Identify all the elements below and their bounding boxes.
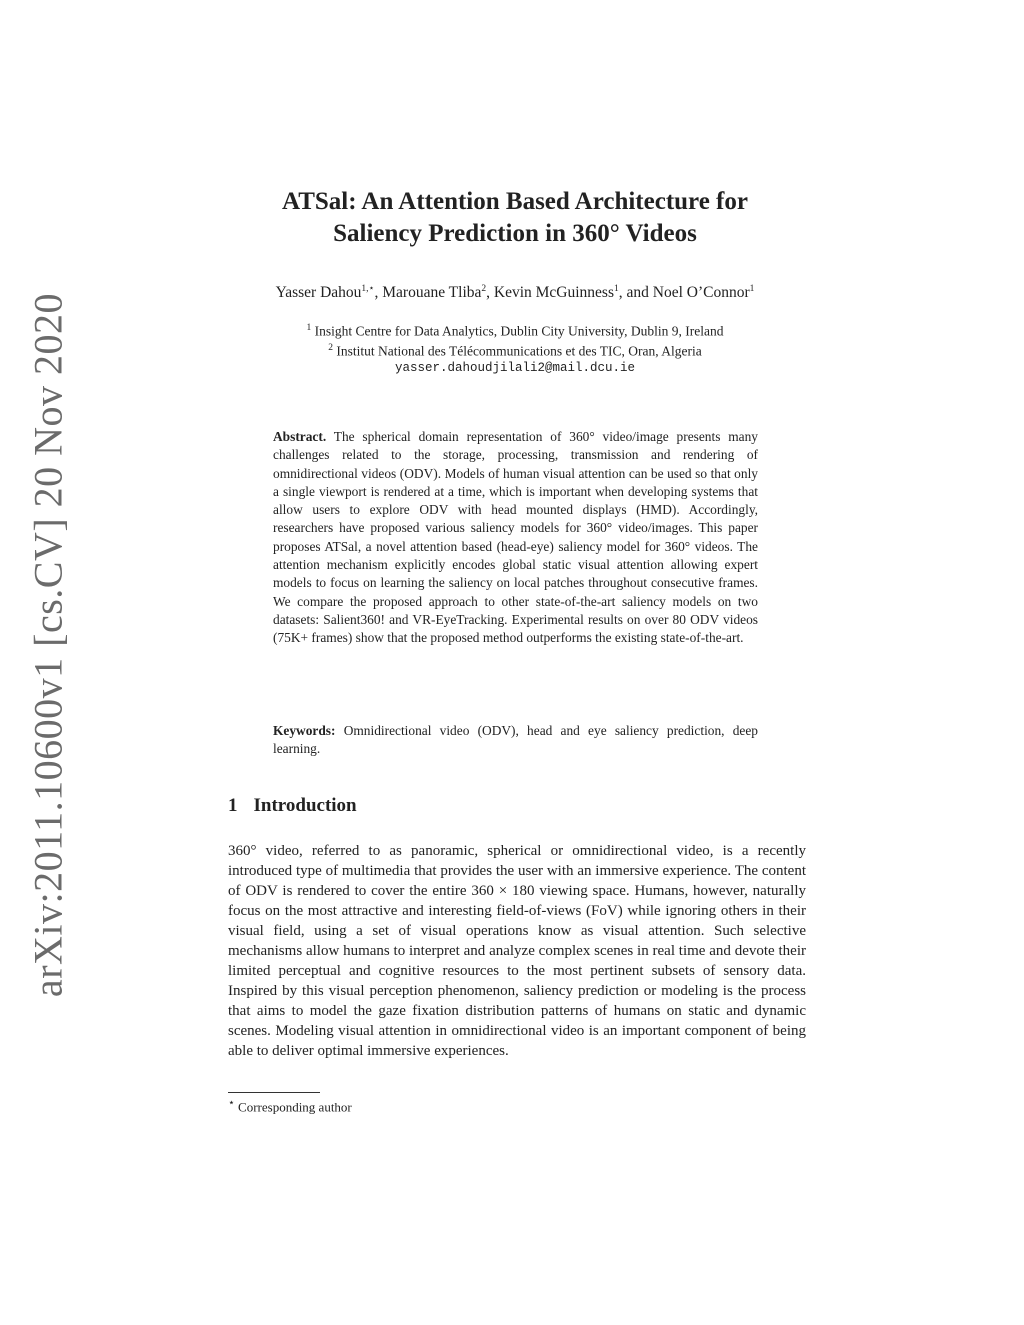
author-separator: , xyxy=(486,284,494,302)
introduction-paragraph: 360° video, referred to as panoramic, spherical or omnidirectional video, is a recently introduced type of multimedia that provides the user with an immersive experience. The content of ODV is rendered to cover the entire 360 × 180 viewing space. Humans, however, naturally focus on the most attractive and interesting field-of-views (FoV) while ignoring others in their visual field, using a set of visual operations know as visual attention. Such selective mechanisms allow humans to interpret and analyze complex scenes in real time and devote their limited perceptual and cognitive resources to the most pertinent subsets of sensory data. Inspired by this visual perception phenomenon, saliency prediction or modeling is the process that aims to model the gaze fixation distribution patterns of humans on static and dynamic scenes. Modeling visual attention in omnidirectional video is an important component of being able to deliver optimal immersive experiences. xyxy=(228,843,806,1059)
abstract-text: The spherical domain representation of 360° video/image presents many challenges related to the storage, processing, transmission and rendering of omnidirectional videos (ODV). Models of human visual attention can be used so that only a single viewport is rendered at a time, which is important when developing systems that allow users to explore ODV with head mounted displays (HMD). Accordingly, researchers have proposed various saliency models for 360° video/images. This paper proposes ATSal, a novel attention based (head-eye) saliency model for 360° videos. The attention mechanism explicitly encodes global static visual attention allowing expert models to focus on learning the saliency on local patches throughout consecutive frames. We compare the proposed approach to other state-of-the-art saliency models on two datasets: Salient360! and VR-EyeTracking. Experimental results on over 80 ODV videos (75K+ frames) show that the proposed method outperforms the existing state-of-the-art. xyxy=(273,429,758,646)
contact-email-line xyxy=(200,357,830,378)
author-affiliation-mark: 1 xyxy=(614,284,619,294)
author-name: Yasser Dahou xyxy=(275,284,362,302)
footnote-text: Corresponding author xyxy=(238,1099,352,1115)
keywords xyxy=(273,722,758,759)
author-name: Kevin McGuinness xyxy=(493,284,615,302)
author-affiliation-mark: 1,⋆ xyxy=(361,284,375,294)
abstract xyxy=(273,428,758,648)
footnote-mark: ⋆ xyxy=(228,1097,235,1109)
author-name: Marouane Tliba xyxy=(382,284,482,302)
arxiv-identifier xyxy=(18,292,78,998)
author-separator: , and xyxy=(618,284,653,302)
abstract-label: Abstract. xyxy=(273,429,327,444)
footnote-divider xyxy=(228,1092,320,1093)
paper-title-line-1: ATSal: An Attention Based Architecture for xyxy=(282,188,748,215)
section-heading xyxy=(228,795,357,817)
author-affiliation-mark: 1 xyxy=(749,284,755,294)
affiliation-text: Institut National des Télécommunications et des TIC, Oran, Algeria xyxy=(336,343,702,359)
footnote xyxy=(228,1096,352,1115)
affiliation-mark: 1 xyxy=(306,323,312,333)
section-number: 1 xyxy=(228,795,238,816)
keywords-label: Keywords: xyxy=(273,723,336,738)
affiliation-mark: 2 xyxy=(328,343,333,353)
paper-title-line-2: Saliency Prediction in 360° Videos xyxy=(333,220,697,247)
arxiv-identifier-text: arXiv:2011.10600v1 [cs.CV] 20 Nov 2020 xyxy=(25,292,71,998)
author-list xyxy=(200,283,830,302)
author-name: Noel O’Connor xyxy=(652,284,750,302)
author-separator: , xyxy=(374,284,383,302)
section-title: Introduction xyxy=(253,795,357,816)
keywords-text: Omnidirectional video (ODV), head and eye saliency prediction, deep learning. xyxy=(273,723,758,757)
author-affiliation-mark: 2 xyxy=(481,284,487,294)
affiliation-text: Insight Centre for Data Analytics, Dublin City University, Dublin 9, Ireland xyxy=(314,323,724,339)
contact-email: yasser.dahoudjilali2@mail.dcu.ie xyxy=(394,361,636,375)
paper-title xyxy=(200,186,830,250)
